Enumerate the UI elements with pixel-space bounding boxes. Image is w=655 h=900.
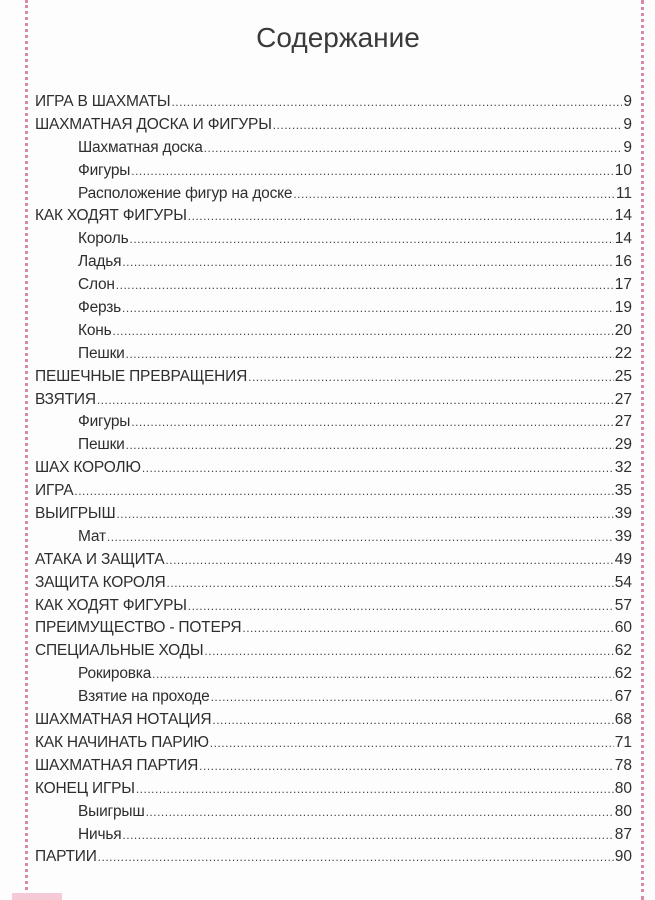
toc-entry-label: ПЕШЕЧНЫЕ ПРЕВРАЩЕНИЯ [35,367,248,385]
toc-page-number: 57 [614,596,632,614]
toc-entry-label: ИГРА [35,482,74,500]
toc-entry [35,642,632,665]
dot-leader [273,118,623,132]
toc-entry-label: ШАХМАТНАЯ ДОСКА И ФИГУРЫ [35,115,272,133]
dot-leader [116,507,613,521]
toc-page-number: 14 [614,207,632,225]
toc-page-number: 49 [614,550,632,568]
toc-page-number: 25 [614,367,632,385]
toc-page-number: 60 [614,619,632,637]
toc-entry [35,116,632,139]
toc-page-number: 16 [614,253,632,271]
toc-subentry [35,230,632,253]
toc-entry-label: Расположение фигур на доске [78,184,293,202]
toc-entry [35,757,632,780]
toc-entry-label: Фигуры [78,413,131,431]
dot-leader [126,347,614,361]
toc-page-number: 20 [614,321,632,339]
dot-leader [171,95,622,109]
toc-page-number: 9 [623,115,632,133]
toc-entry [35,505,632,528]
dot-leader [116,278,614,292]
toc-subentry [35,803,632,826]
toc-entry-label: Взятие на проходе [78,688,210,706]
toc-subentry [35,826,632,849]
toc-subentry [35,345,632,368]
toc-page-number: 27 [614,390,632,408]
toc-entry [35,574,632,597]
toc-subentry [35,299,632,322]
dot-leader [188,209,614,223]
dot-leader [131,164,614,178]
toc-entry-label: Слон [78,276,115,294]
toc-entry-label: Король [78,230,129,248]
toc-page-number: 39 [614,505,632,523]
toc-page-number: 29 [614,436,632,454]
toc-entry-label: Фигуры [78,161,131,179]
toc-subentry [35,162,632,185]
toc-page-number: 68 [614,711,632,729]
toc-subentry [35,436,632,459]
toc-entry-label: ВЗЯТИЯ [35,390,96,408]
toc-entry-label: Мат [78,527,106,545]
dot-leader [122,255,613,269]
dot-leader [188,599,614,613]
toc-entry-label: ШАХМАТНАЯ ПАРТИЯ [35,756,199,774]
toc-page-number: 87 [614,825,632,843]
dot-leader [74,484,613,498]
toc-subentry [35,322,632,345]
dot-leader [199,759,614,773]
toc-entry [35,848,632,871]
toc-subentry [35,253,632,276]
toc-entry-label: ЗАЩИТА КОРОЛЯ [35,573,166,591]
toc-entry [35,780,632,803]
dot-leader [129,232,613,246]
toc-page-number: 17 [614,276,632,294]
toc-entry-label: КАК НАЧИНАТЬ ПАРИЮ [35,733,209,751]
toc-subentry [35,665,632,688]
dot-leader [165,553,613,567]
page-border-left-dotted [25,0,28,890]
toc-entry-label: ПАРТИИ [35,848,97,866]
toc-page-number: 9 [623,93,632,110]
toc-page-number: 62 [614,642,632,660]
dot-leader [210,736,614,750]
toc-entry [35,597,632,620]
toc-entry-label: АТАКА И ЗАЩИТА [35,550,165,568]
dot-leader [212,713,613,727]
toc-page-number: 19 [614,299,632,317]
dot-leader [146,805,614,819]
toc-entry [35,482,632,505]
toc-entry-label: Рокировка [78,665,152,683]
toc-entry [35,711,632,734]
dot-leader [97,393,614,407]
toc-page-number: 9 [623,138,632,156]
toc-subentry [35,688,632,711]
toc-subentry [35,413,632,436]
toc-subentry [35,528,632,551]
toc-entry [35,459,632,482]
dot-leader [142,461,614,475]
toc-entry [35,391,632,414]
toc-entry-label: Пешки [78,344,125,362]
toc-entry-label: ИГРА В ШАХМАТЫ [35,93,171,110]
dot-leader [211,690,614,704]
dot-leader [152,667,614,681]
toc-entry-label: Шахматная доска [78,138,203,156]
dot-leader [122,828,613,842]
toc-entry-label: КАК ХОДЯТ ФИГУРЫ [35,596,187,614]
dot-leader [136,782,614,796]
toc-entry-label: Конь [78,321,112,339]
toc-entry [35,619,632,642]
dot-leader [107,530,614,544]
toc-page-number: 10 [614,161,632,179]
toc-entry-label: Ничья [78,825,122,843]
toc-entry-label: Ладья [78,253,122,271]
toc-page-number: 54 [614,573,632,591]
toc-entry [35,551,632,574]
page-title: Содержание [256,22,420,53]
dot-leader [167,576,614,590]
toc-entry-label: КАК ХОДЯТ ФИГУРЫ [35,207,187,225]
toc-subentry [35,276,632,299]
toc-entry [35,368,632,391]
dot-leader [248,370,614,384]
toc-page-number: 67 [614,688,632,706]
page-border-right-dotted [641,0,644,900]
toc-page-number: 11 [615,184,632,202]
toc-entry-label: КОНЕЦ ИГРЫ [35,779,135,797]
toc-entry-label: Выигрыш [78,802,145,820]
dot-leader [293,187,615,201]
toc-entry-label: Пешки [78,436,125,454]
toc-page-number: 71 [614,733,632,751]
toc-page-number: 14 [614,230,632,248]
dot-leader [131,415,614,429]
decorative-pink-tab [12,893,62,900]
toc-page-number: 80 [614,779,632,797]
toc-page-number: 78 [614,756,632,774]
toc-page-number: 35 [614,482,632,500]
toc-page-number: 90 [614,848,632,866]
table-of-contents [35,93,632,871]
dot-leader [242,621,613,635]
dot-leader [98,850,614,864]
dot-leader [126,438,614,452]
toc-page-number: 39 [614,527,632,545]
toc-page-number: 32 [614,459,632,477]
toc-subentry [35,185,632,208]
toc-entry [35,734,632,757]
toc-page-number: 27 [614,413,632,431]
toc-page-number: 80 [614,802,632,820]
toc-entry-label: Ферзь [78,299,122,317]
toc-page-number: 62 [614,665,632,683]
dot-leader [122,301,614,315]
toc-entry-label: ПРЕИМУЩЕСТВО - ПОТЕРЯ [35,619,242,637]
toc-page-number: 22 [614,344,632,362]
dot-leader [204,141,623,155]
dot-leader [204,644,613,658]
toc-entry-label: ШАХМАТНАЯ НОТАЦИЯ [35,711,212,729]
toc-entry-label: ВЫИГРЫШ [35,505,116,523]
toc-entry-label: СПЕЦИАЛЬНЫЕ ХОДЫ [35,642,204,660]
toc-entry-label: ШАХ КОРОЛЮ [35,459,141,477]
toc-subentry [35,139,632,162]
toc-entry [35,207,632,230]
toc-entry [35,93,632,116]
dot-leader [113,324,614,338]
